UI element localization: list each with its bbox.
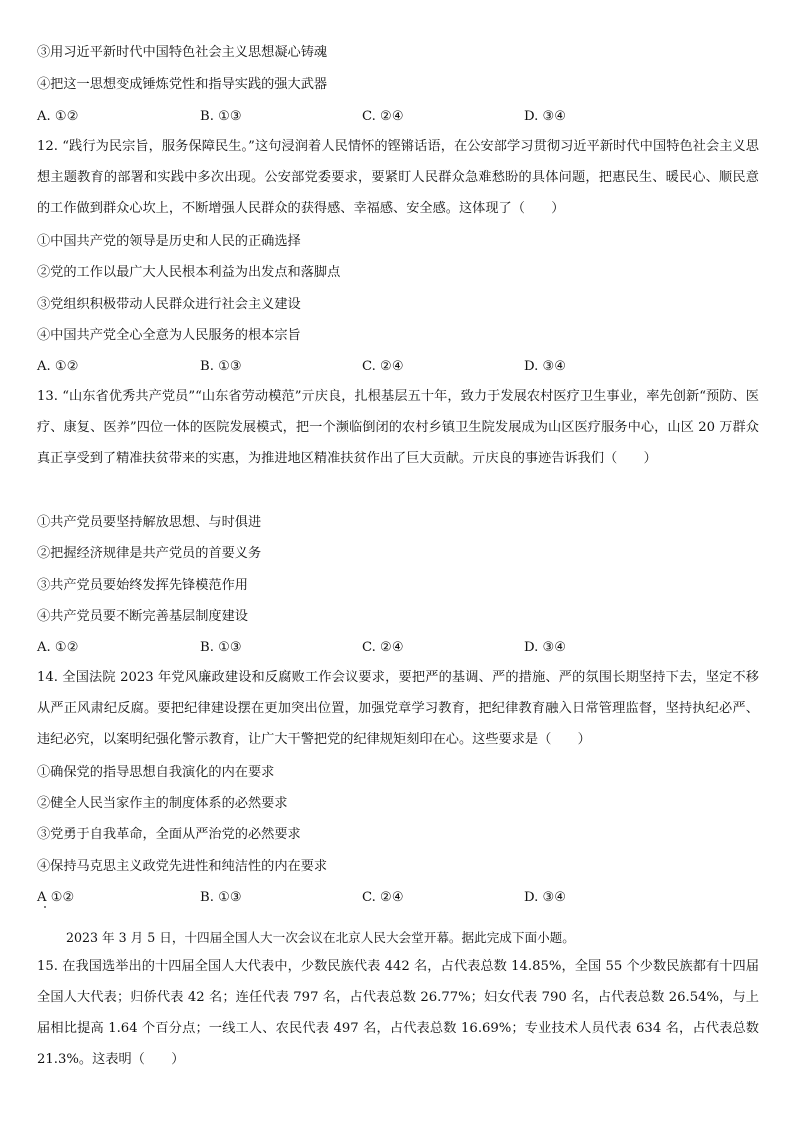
q13-option-a: A. ①② (37, 640, 79, 655)
material-intro: 2023 年 3 月 5 日，十四届全国人大一次会议在北京人民大会堂开幕。据此完成下面小题。 (66, 930, 575, 945)
q12-options (37, 358, 759, 376)
q11-option-a: A. ①② (37, 109, 79, 124)
q13-item-4: ④共产党员要不断完善基层制度建设 (37, 609, 248, 624)
q12-item-2: ②党的工作以最广大人民根本利益为出发点和落脚点 (37, 265, 341, 280)
q11-item-4: ④把这一思想变成锤炼党性和指导实践的强大武器 (37, 77, 328, 92)
q13-item-3: ③共产党员要始终发挥先锋模范作用 (37, 578, 248, 593)
q14-option-a: A ①② (37, 890, 75, 905)
stray-dot (44, 906, 46, 908)
q14-option-d: D. ③④ (524, 890, 567, 905)
q15-stem: 15. 在我国选举出的十四届全国人大代表中，少数民族代表 442 名，占代表总数 14.85%，全国 55 个少数民族都有十四届全国人大代表；归侨代表 42 名；连任代表 797 名，占代表总数 26.77%；妇女代表 790 名，占代表总数 26.54%，与上届相比提高 1.64 个百分点；一线工人、农民代表 497 名，占代表总数 16.69%；专业技术人员代表 634 名，占代表总数 21.3%。这表明（ ） (37, 959, 759, 1067)
q12-stem: 12. “践行为民宗旨，服务保障民生。”这句浸润着人民情怀的铿锵话语，在公安部学习贯彻习近平新时代中国特色社会主义思想主题教育的部署和实践中多次出现。公安部党委要求，要紧盯人民群众急难愁盼的具体问题，把惠民生、暖民心、顺民意的工作做到群众心坎上，不断增强人民群众的获得感、幸福感、安全感。这体现了（ ） (37, 139, 759, 216)
q12-item-3: ③党组织积极带动人民群众进行社会主义建设 (37, 297, 301, 312)
q14-option-b: B. ①③ (200, 890, 242, 905)
q12-option-a: A. ①② (37, 359, 79, 374)
q13-item-2: ②把握经济规律是共产党员的首要义务 (37, 546, 262, 561)
q12-option-d: D. ③④ (524, 359, 567, 374)
q14-item-1: ①确保党的指导思想自我演化的内在要求 (37, 765, 275, 780)
q14-item-4: ④保持马克思主义政党先进性和纯洁性的内在要求 (37, 859, 328, 874)
q11-option-d: D. ③④ (524, 109, 567, 124)
q11-item-3: ③用习近平新时代中国特色社会主义思想凝心铸魂 (37, 45, 328, 60)
q13-item-1: ①共产党员要坚持解放思想、与时俱进 (37, 515, 262, 530)
q13-option-d: D. ③④ (524, 640, 567, 655)
q13-stem: 13. “山东省优秀共产党员”“山东省劳动模范”亓庆良，扎根基层五十年，致力于发展农村医疗卫生事业，率先创新“预防、医疗、康复、医养”四位一体的医院发展模式，把一个濒临倒闭的农村乡镇卫生院发展成为山区医疗服务中心，山区 20 万群众真正享受到了精准扶贫带来的实惠，为推进地区精准扶贫作出了巨大贡献。亓庆良的事迹告诉我们（ ） (37, 389, 759, 466)
q13-options (37, 639, 759, 657)
q11-option-c: C. ②④ (362, 109, 404, 124)
q13-option-c: C. ②④ (362, 640, 404, 655)
q12-item-1: ①中国共产党的领导是历史和人民的正确选择 (37, 234, 301, 249)
q12-option-b: B. ①③ (200, 359, 242, 374)
q14-stem: 14. 全国法院 2023 年党风廉政建设和反腐败工作会议要求，要把严的基调、严的措施、严的氛围长期坚持下去，坚定不移从严正风肃纪反腐。要把纪律建设摆在更加突出位置，加强党章学习教育，把纪律教育融入日常管理监督，坚持执纪必严、违纪必究，以案明纪强化警示教育，让广大干警把党的纪律规矩刻印在心。这些要求是（ ） (37, 670, 759, 747)
q12-option-c: C. ②④ (362, 359, 404, 374)
q14-option-c: C. ②④ (362, 890, 404, 905)
q13-option-b: B. ①③ (200, 640, 242, 655)
q14-item-2: ②健全人民当家作主的制度体系的必然要求 (37, 796, 288, 811)
q12-item-4: ④中国共产党全心全意为人民服务的根本宗旨 (37, 328, 301, 343)
q11-option-b: B. ①③ (200, 109, 242, 124)
q14-options (37, 889, 759, 907)
q14-item-3: ③党勇于自我革命，全面从严治党的必然要求 (37, 827, 301, 842)
q11-options (37, 108, 759, 126)
